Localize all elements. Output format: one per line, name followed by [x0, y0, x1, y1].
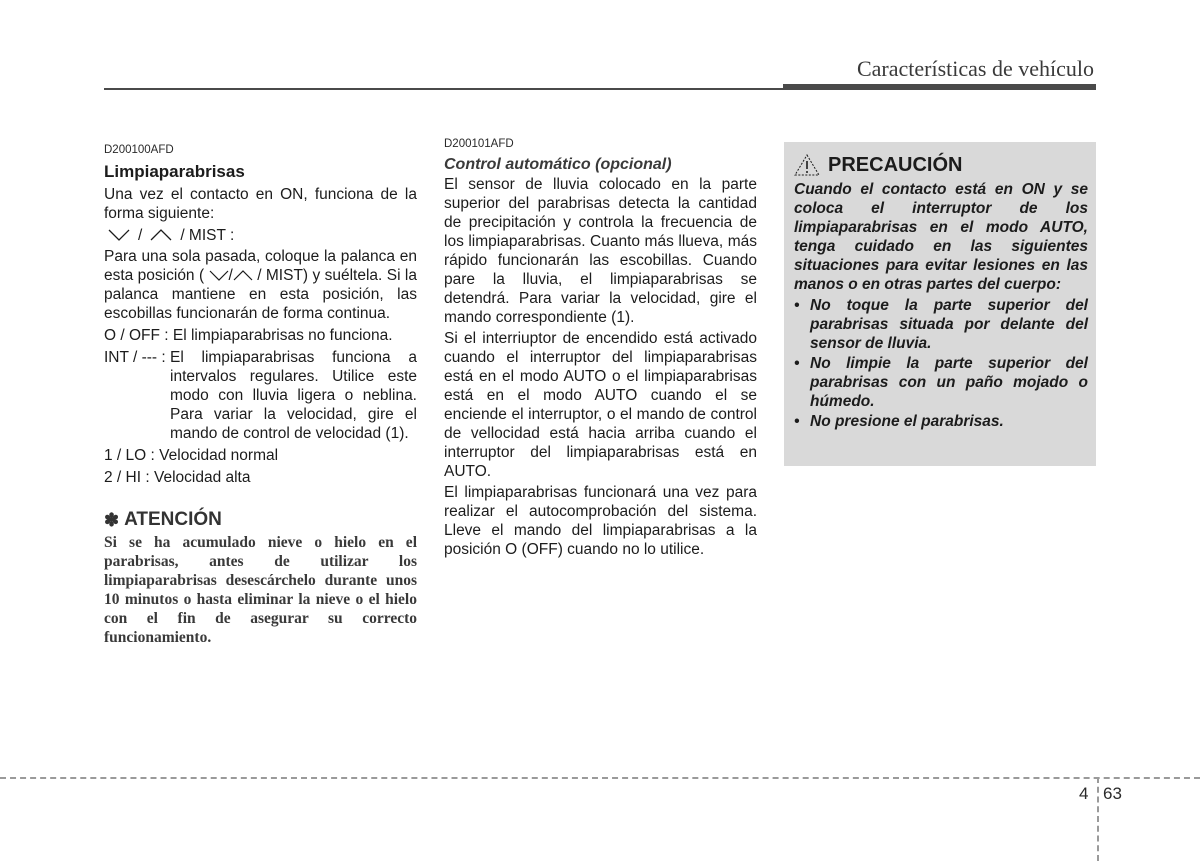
section-code: D200101AFD [444, 138, 514, 150]
single-wipe-text-a: Para una sola pasada, coloque la palanca en esta posición ( [104, 248, 417, 284]
bullet: • [794, 355, 800, 372]
single-wipe-sep: / [228, 267, 233, 284]
chevron-up-icon [150, 228, 172, 242]
list-item [794, 412, 1088, 431]
caution-header [794, 152, 1088, 178]
mode-row-off [104, 326, 417, 345]
mode-desc: El limpiaparabrisas no funciona. [172, 327, 393, 344]
header-rule [104, 88, 1095, 90]
mode-term: 2 / HI : [104, 469, 154, 486]
section-code: D200100AFD [104, 144, 174, 156]
caution-box [784, 142, 1096, 466]
page-header-title: Características de vehículo [856, 56, 1094, 81]
mode-desc: Velocidad normal [159, 447, 279, 464]
mode-row-int [104, 348, 417, 443]
list-item [794, 354, 1088, 411]
caution-intro: Cuando el contacto está en ON y se coloca el interruptor de los limpiaparabrisas en el modo AUTO, tenga cuidado en las siguientes situaciones para evitar lesiones en las manos o en otras partes del cuerpo: [794, 181, 1088, 293]
attention-title: ATENCIÓN [124, 509, 222, 530]
attention-text: Si se ha acumulado nieve o hielo en el parabrisas, antes de utilizar los limpiaparabrisas desescárchelo durante unos 10 minutos o hasta eliminar la nieve o el hielo con el fin de asegurar su correcto funcionamiento. [104, 534, 417, 646]
footer-dashed-divider [1097, 777, 1099, 861]
attention-heading [104, 509, 417, 531]
mode-term: 1 / LO : [104, 447, 160, 464]
mode-row-lo [104, 446, 417, 465]
mode-term: INT / --- : [104, 349, 171, 366]
mode-row-hi [104, 468, 417, 487]
single-wipe-text-c: / MIST) y suéltela. Si la palanca mantiene en esta posición, las escobillas funcionarán de forma continua. [104, 267, 417, 322]
list-item [794, 296, 1088, 353]
caution-item-text: No toque la parte superior del parabrisas situada por delante del sensor de lluvia. [810, 297, 1088, 352]
bullet: • [794, 297, 800, 314]
paragraph: El limpiaparabrisas funcionará una vez para realizar el autocomprobación del sistema. Lleve el mando del limpiaparabrisas a la posición O (OFF) cuando no lo utilice. [444, 484, 757, 558]
section-title: Limpiaparabrisas [104, 162, 245, 181]
paragraph: El sensor de lluvia colocado en la parte superior del parabrisas detecta la cantidad de precipitación y controla la frecuencia de los limpiaparabrisas. Cuanto más llueva, más rápido funcionarán las escobillas. Cuando pare la lluvia, el limpiaparabrisas se detendrá. Para variar la velocidad, gire el mando correspondiente (1). [444, 176, 757, 326]
caution-title: PRECAUCIÓN [828, 153, 963, 176]
mode-desc: Velocidad alta [153, 469, 251, 486]
symbol-separator: / [138, 226, 143, 244]
warning-triangle-icon [794, 153, 820, 177]
caution-item-text: No presione el parabrisas. [810, 413, 1004, 430]
caution-item-text: No limpie la parte superior del parabrisas con un paño mojado o húmedo. [810, 355, 1088, 410]
chevron-down-icon [108, 228, 130, 242]
intro-text: Una vez el contacto en ON, funciona de la forma siguiente: [104, 186, 417, 222]
chevron-up-icon [233, 269, 253, 282]
page-number: 63 [1103, 784, 1122, 803]
asterisk-icon: ✽ [104, 510, 120, 530]
chevron-down-icon [209, 269, 229, 282]
symbol-mist-label: / MIST : [180, 226, 235, 244]
paragraph: Si el interriuptor de encendido está activado cuando el interruptor del limpiaparabrisas está en el modo AUTO o el limpiaparabrisas está en el modo AUTO cuando el se enciende el interruptor, o el mando de control de vellocidad está hacia arriba cuando el interruptor del limpiaparabrisas está en AUTO. [444, 330, 757, 480]
left-column [104, 143, 417, 647]
mode-desc: El limpiaparabrisas funciona a intervalos regulares. Utilice este modo con lluvia ligera o neblina. Para variar la velocidad, gire el mando de control de velocidad (1). [170, 349, 417, 442]
wiper-symbol-row [104, 223, 417, 247]
bullet: • [794, 413, 800, 430]
mode-term: O / OFF : [104, 327, 173, 344]
single-wipe-text [104, 247, 417, 323]
chapter-number: 4 [1079, 784, 1089, 803]
wiper-mode-list [104, 326, 417, 487]
section-subtitle: Control automático (opcional) [444, 156, 672, 173]
caution-list [794, 296, 1088, 431]
footer-dashed-rule [0, 777, 1200, 779]
middle-column [444, 137, 757, 559]
